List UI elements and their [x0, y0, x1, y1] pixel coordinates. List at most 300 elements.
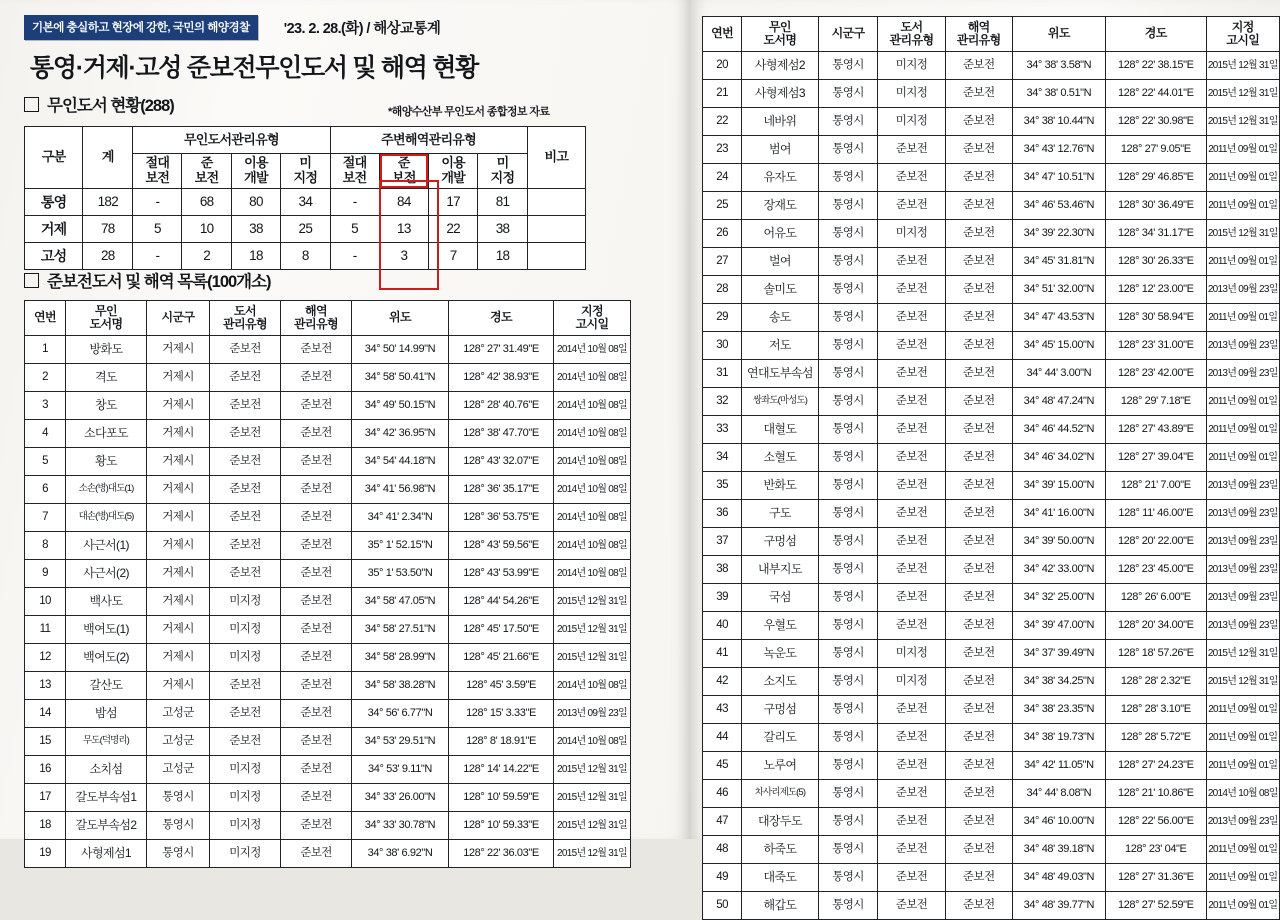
cell-sgg: 거제시 — [147, 532, 210, 560]
cell-island-name: 백여도(1) — [66, 616, 147, 644]
cell-sea-type: 준보전 — [945, 360, 1012, 388]
cell-longitude: 128° 10' 59.59"E — [449, 784, 554, 812]
cell-island-name: 구멍섬 — [742, 528, 819, 556]
cell-no: 32 — [703, 388, 742, 416]
cell-island-name: 저도 — [742, 332, 819, 360]
cell-sea-type: 준보전 — [945, 444, 1012, 472]
cell-sgg: 통영시 — [818, 416, 878, 444]
cell-longitude: 128° 27' 31.36"E — [1105, 864, 1206, 892]
th-island-none: 미 지정 — [281, 154, 330, 189]
table-row — [703, 696, 1280, 724]
checkbox-icon — [24, 97, 39, 112]
cell-island-type: 준보전 — [210, 672, 281, 700]
cell-sea-type: 준보전 — [281, 784, 352, 812]
section1-source-note: *해양수산부 무인도서 종합정보 자료 — [388, 106, 550, 118]
cell-latitude: 35° 1' 52.15"N — [352, 532, 449, 560]
cell-designation-date: 2015년 12월 31일 — [1206, 668, 1279, 696]
table-row — [703, 612, 1280, 640]
cell-island-dev: 80 — [231, 189, 280, 216]
cell-latitude: 34° 50' 14.99"N — [352, 336, 449, 364]
th-latitude: 위도 — [352, 301, 449, 336]
cell-island-type: 준보전 — [878, 248, 945, 276]
cell-designation-date: 2011년 09월 01일 — [1206, 388, 1279, 416]
table-row — [703, 892, 1280, 920]
cell-island-name: 사근서(2) — [66, 560, 147, 588]
cell-island-type: 준보전 — [878, 276, 945, 304]
cell-no: 23 — [703, 136, 742, 164]
cell-longitude: 128° 28' 40.76"E — [449, 392, 554, 420]
th-no: 연번 — [25, 301, 66, 336]
cell-sea-type: 준보전 — [945, 864, 1012, 892]
cell-designation-date: 2013년 09월 23일 — [1206, 612, 1279, 640]
cell-sgg: 거제시 — [147, 448, 210, 476]
table-row — [703, 388, 1280, 416]
th-sea-none: 미 지정 — [478, 154, 527, 189]
cell-island-type: 준보전 — [878, 164, 945, 192]
table-row — [703, 360, 1280, 388]
cell-longitude: 128° 22' 36.03"E — [449, 840, 554, 868]
cell-sgg: 통영시 — [818, 500, 878, 528]
cell-no: 28 — [703, 276, 742, 304]
cell-sea-type: 준보전 — [281, 672, 352, 700]
cell-island-dev: 18 — [231, 243, 280, 270]
cell-latitude: 34° 46' 10.00"N — [1012, 808, 1105, 836]
th-longitude: 경도 — [1105, 17, 1206, 52]
table-row — [703, 52, 1280, 80]
cell-longitude: 128° 42' 38.93"E — [449, 364, 554, 392]
cell-longitude: 128° 11' 46.00"E — [1105, 500, 1206, 528]
th-island-type: 도서 관리유형 — [210, 301, 281, 336]
cell-sea-type: 준보전 — [281, 560, 352, 588]
cell-island-name: 사형제섬3 — [742, 80, 819, 108]
date-stamp: '23. 2. 28.(화) / 해상교통계 — [283, 20, 441, 37]
cell-latitude: 35° 1' 53.50"N — [352, 560, 449, 588]
cell-designation-date: 2013년 09월 23일 — [1206, 500, 1279, 528]
cell-island-name: 해갑도 — [742, 892, 819, 920]
cell-island-name: 황도 — [66, 448, 147, 476]
cell-designation-date: 2015년 12월 31일 — [554, 644, 631, 672]
cell-no: 3 — [25, 392, 66, 420]
cell-latitude: 34° 44' 8.08"N — [1012, 780, 1105, 808]
document-header — [24, 14, 614, 40]
cell-island-type: 준보전 — [878, 136, 945, 164]
cell-latitude: 34° 53' 29.51"N — [352, 728, 449, 756]
table-row — [25, 392, 631, 420]
th-division: 구분 — [25, 127, 83, 189]
cell-island-type: 준보전 — [210, 336, 281, 364]
cell-sea-semi: 84 — [379, 189, 428, 216]
cell-longitude: 128° 27' 31.49"E — [449, 336, 554, 364]
cell-no: 45 — [703, 752, 742, 780]
cell-island-none: 8 — [281, 243, 330, 270]
cell-latitude: 34° 58' 38.28"N — [352, 672, 449, 700]
cell-island-name: 백사도 — [66, 588, 147, 616]
th-total: 계 — [83, 127, 133, 189]
table-row — [703, 752, 1280, 780]
cell-no: 36 — [703, 500, 742, 528]
cell-sea-type: 준보전 — [945, 584, 1012, 612]
cell-sgg: 통영시 — [818, 752, 878, 780]
cell-latitude: 34° 54' 44.18"N — [352, 448, 449, 476]
cell-sgg: 거제시 — [147, 420, 210, 448]
cell-sea-semi: 13 — [379, 216, 428, 243]
cell-island-type: 준보전 — [210, 448, 281, 476]
cell-island-type: 미지정 — [210, 588, 281, 616]
cell-latitude: 34° 48' 47.24"N — [1012, 388, 1105, 416]
row-label: 거제 — [25, 216, 83, 243]
cell-designation-date: 2011년 09월 01일 — [1206, 752, 1279, 780]
cell-no: 33 — [703, 416, 742, 444]
cell-island-type: 준보전 — [210, 700, 281, 728]
cell-island-type: 미지정 — [878, 80, 945, 108]
cell-no: 2 — [25, 364, 66, 392]
table-row — [703, 80, 1280, 108]
cell-island-type: 준보전 — [878, 416, 945, 444]
cell-island-name: 쌍좌도(마성도) — [742, 388, 819, 416]
cell-island-type: 준보전 — [210, 504, 281, 532]
table-row — [703, 780, 1280, 808]
th-island-type: 도서 관리유형 — [878, 17, 945, 52]
cell-island-type: 준보전 — [878, 304, 945, 332]
cell-longitude: 128° 22' 44.01"E — [1105, 80, 1206, 108]
cell-designation-date: 2011년 09월 01일 — [1206, 696, 1279, 724]
cell-island-type: 준보전 — [878, 528, 945, 556]
cell-sgg: 통영시 — [818, 360, 878, 388]
cell-sea-type: 준보전 — [281, 420, 352, 448]
cell-island-name: 녹운도 — [742, 640, 819, 668]
cell-latitude: 34° 58' 50.41"N — [352, 364, 449, 392]
cell-island-dev: 38 — [231, 216, 280, 243]
cell-island-type: 준보전 — [210, 476, 281, 504]
cell-latitude: 34° 42' 11.05"N — [1012, 752, 1105, 780]
cell-island-name: 갈도부속섬2 — [66, 812, 147, 840]
cell-island-type: 미지정 — [210, 840, 281, 868]
section-heading-list — [24, 268, 271, 292]
cell-no: 46 — [703, 780, 742, 808]
cell-sea-type: 준보전 — [281, 392, 352, 420]
cell-sea-absolute: 5 — [330, 216, 379, 243]
cell-designation-date: 2014년 10월 08일 — [554, 672, 631, 700]
th-sea-type: 해역 관리유형 — [945, 17, 1012, 52]
cell-longitude: 128° 34' 31.17"E — [1105, 220, 1206, 248]
th-no: 연번 — [703, 17, 742, 52]
cell-sea-none: 18 — [478, 243, 527, 270]
cell-longitude: 128° 14' 14.22"E — [449, 756, 554, 784]
cell-longitude: 128° 43' 32.07"E — [449, 448, 554, 476]
table-row — [703, 472, 1280, 500]
cell-latitude: 34° 32' 25.00"N — [1012, 584, 1105, 612]
cell-latitude: 34° 39' 50.00"N — [1012, 528, 1105, 556]
cell-latitude: 34° 41' 2.34"N — [352, 504, 449, 532]
table-row — [25, 336, 631, 364]
table-row — [703, 808, 1280, 836]
island-list-table-left — [24, 300, 631, 868]
cell-no: 31 — [703, 360, 742, 388]
table-row — [703, 304, 1280, 332]
table-row — [703, 164, 1280, 192]
cell-longitude: 128° 29' 46.85"E — [1105, 164, 1206, 192]
cell-sea-none: 81 — [478, 189, 527, 216]
cell-latitude: 34° 45' 31.81"N — [1012, 248, 1105, 276]
cell-island-type: 미지정 — [210, 644, 281, 672]
cell-sgg: 통영시 — [818, 668, 878, 696]
cell-latitude: 34° 42' 36.95"N — [352, 420, 449, 448]
cell-total: 78 — [83, 216, 133, 243]
cell-island-name: 사형제섬2 — [742, 52, 819, 80]
cell-designation-date: 2014년 10월 08일 — [554, 392, 631, 420]
cell-sgg: 통영시 — [818, 836, 878, 864]
cell-sea-type: 준보전 — [945, 276, 1012, 304]
cell-island-name: 어유도 — [742, 220, 819, 248]
cell-island-type: 준보전 — [878, 472, 945, 500]
row-label: 통영 — [25, 189, 83, 216]
table-row — [703, 248, 1280, 276]
table-row — [703, 864, 1280, 892]
cell-latitude: 34° 53' 9.11"N — [352, 756, 449, 784]
cell-island-name: 하죽도 — [742, 836, 819, 864]
cell-island-type: 준보전 — [878, 780, 945, 808]
cell-latitude: 34° 41' 16.00"N — [1012, 500, 1105, 528]
cell-island-name: 차사리제도(5) — [742, 780, 819, 808]
table-row — [25, 700, 631, 728]
cell-sea-type: 준보전 — [945, 220, 1012, 248]
cell-sea-type: 준보전 — [281, 364, 352, 392]
cell-sgg: 거제시 — [147, 644, 210, 672]
cell-designation-date: 2011년 09월 01일 — [1206, 892, 1279, 920]
cell-sea-absolute: - — [330, 243, 379, 270]
cell-sea-type: 준보전 — [281, 616, 352, 644]
cell-longitude: 128° 36' 35.17"E — [449, 476, 554, 504]
cell-island-type: 준보전 — [878, 388, 945, 416]
cell-island-name: 갈산도 — [66, 672, 147, 700]
cell-longitude: 128° 10' 59.33"E — [449, 812, 554, 840]
cell-island-type: 미지정 — [878, 668, 945, 696]
cell-island-type: 준보전 — [210, 420, 281, 448]
cell-sgg: 통영시 — [818, 724, 878, 752]
cell-sea-type: 준보전 — [945, 808, 1012, 836]
cell-no: 26 — [703, 220, 742, 248]
cell-designation-date: 2014년 10월 08일 — [554, 728, 631, 756]
cell-designation-date: 2015년 12월 31일 — [554, 784, 631, 812]
cell-no: 19 — [25, 840, 66, 868]
th-sgg: 시군구 — [147, 301, 210, 336]
cell-designation-date: 2015년 12월 31일 — [554, 812, 631, 840]
cell-longitude: 128° 23' 04"E — [1105, 836, 1206, 864]
cell-latitude: 34° 51' 32.00"N — [1012, 276, 1105, 304]
cell-sea-type: 준보전 — [945, 892, 1012, 920]
cell-longitude: 128° 38' 47.70"E — [449, 420, 554, 448]
cell-island-name: 창도 — [66, 392, 147, 420]
th-longitude: 경도 — [449, 301, 554, 336]
cell-sgg: 고성군 — [147, 756, 210, 784]
table-row — [703, 192, 1280, 220]
cell-designation-date: 2011년 09월 01일 — [1206, 864, 1279, 892]
cell-sea-type: 준보전 — [281, 700, 352, 728]
cell-island-name: 유자도 — [742, 164, 819, 192]
cell-sgg: 통영시 — [818, 528, 878, 556]
cell-sea-dev: 7 — [429, 243, 478, 270]
section2-label: 준보전도서 및 해역 목록(100개소) — [47, 273, 271, 291]
cell-designation-date: 2011년 09월 01일 — [1206, 836, 1279, 864]
cell-sea-type: 준보전 — [945, 192, 1012, 220]
page-title: 통영·거제·고성 준보전무인도서 및 해역 현황 — [30, 54, 478, 82]
cell-no: 14 — [25, 700, 66, 728]
cell-island-type: 준보전 — [878, 584, 945, 612]
th-island-name: 무인 도서명 — [742, 17, 819, 52]
cell-sgg: 고성군 — [147, 700, 210, 728]
cell-longitude: 128° 45' 17.50"E — [449, 616, 554, 644]
cell-designation-date: 2013년 09월 23일 — [1206, 276, 1279, 304]
cell-island-absolute: - — [133, 243, 182, 270]
cell-latitude: 34° 38' 3.58"N — [1012, 52, 1105, 80]
cell-longitude: 128° 23' 45.00"E — [1105, 556, 1206, 584]
table-row — [25, 560, 631, 588]
cell-no: 4 — [25, 420, 66, 448]
cell-island-type: 준보전 — [878, 192, 945, 220]
cell-latitude: 34° 42' 33.00"N — [1012, 556, 1105, 584]
cell-sgg: 거제시 — [147, 364, 210, 392]
cell-sgg: 통영시 — [818, 332, 878, 360]
cell-sea-type: 준보전 — [281, 588, 352, 616]
cell-longitude: 128° 28' 2.32"E — [1105, 668, 1206, 696]
cell-longitude: 128° 27' 9.05"E — [1105, 136, 1206, 164]
cell-island-name: 솔미도 — [742, 276, 819, 304]
cell-sgg: 통영시 — [818, 696, 878, 724]
cell-sea-type: 준보전 — [945, 556, 1012, 584]
cell-sgg: 통영시 — [818, 136, 878, 164]
cell-island-name: 우혈도 — [742, 612, 819, 640]
cell-longitude: 128° 36' 53.75"E — [449, 504, 554, 532]
cell-designation-date: 2014년 10월 08일 — [554, 364, 631, 392]
table-row — [703, 136, 1280, 164]
cell-sgg: 통영시 — [818, 472, 878, 500]
cell-latitude: 34° 37' 39.49"N — [1012, 640, 1105, 668]
cell-island-type: 준보전 — [878, 696, 945, 724]
cell-sgg: 통영시 — [818, 388, 878, 416]
table-row — [703, 724, 1280, 752]
cell-no: 25 — [703, 192, 742, 220]
cell-no: 22 — [703, 108, 742, 136]
cell-sgg: 통영시 — [147, 812, 210, 840]
cell-island-type: 준보전 — [878, 752, 945, 780]
table-row — [703, 528, 1280, 556]
cell-longitude: 128° 30' 58.94"E — [1105, 304, 1206, 332]
agency-slogan: 기본에 충실하고 현장에 강한, 국민의 해양경찰 — [24, 15, 258, 40]
table-row — [25, 840, 631, 868]
cell-no: 41 — [703, 640, 742, 668]
cell-island-type: 준보전 — [210, 560, 281, 588]
cell-sgg: 통영시 — [818, 444, 878, 472]
table-row — [703, 668, 1280, 696]
cell-longitude: 128° 20' 34.00"E — [1105, 612, 1206, 640]
table-row — [25, 504, 631, 532]
cell-no: 21 — [703, 80, 742, 108]
cell-sgg: 거제시 — [147, 392, 210, 420]
table-row — [703, 276, 1280, 304]
table-row — [703, 332, 1280, 360]
th-group-sea: 주변해역관리유형 — [330, 127, 527, 154]
table-row — [25, 448, 631, 476]
cell-designation-date: 2014년 10월 08일 — [554, 448, 631, 476]
cell-latitude: 34° 46' 53.46"N — [1012, 192, 1105, 220]
cell-remark — [527, 216, 585, 243]
table-row — [703, 108, 1280, 136]
cell-sea-type: 준보전 — [945, 164, 1012, 192]
cell-island-name: 방화도 — [66, 336, 147, 364]
cell-island-semi: 10 — [182, 216, 231, 243]
cell-island-type: 미지정 — [878, 108, 945, 136]
cell-no: 34 — [703, 444, 742, 472]
cell-designation-date: 2013년 09월 23일 — [1206, 808, 1279, 836]
cell-island-type: 미지정 — [878, 52, 945, 80]
cell-island-type: 준보전 — [878, 360, 945, 388]
cell-sgg: 통영시 — [818, 80, 878, 108]
summary-table — [24, 126, 586, 270]
cell-island-type: 미지정 — [210, 616, 281, 644]
cell-latitude: 34° 33' 30.78"N — [352, 812, 449, 840]
cell-latitude: 34° 46' 44.52"N — [1012, 416, 1105, 444]
table-row — [25, 216, 586, 243]
cell-longitude: 128° 20' 22.00"E — [1105, 528, 1206, 556]
cell-island-name: 범여 — [742, 136, 819, 164]
cell-no: 8 — [25, 532, 66, 560]
cell-island-name: 격도 — [66, 364, 147, 392]
cell-island-type: 준보전 — [878, 612, 945, 640]
cell-island-none: 34 — [281, 189, 330, 216]
table-row — [25, 189, 586, 216]
table-row — [25, 588, 631, 616]
cell-longitude: 128° 12' 23.00"E — [1105, 276, 1206, 304]
cell-latitude: 34° 39' 15.00"N — [1012, 472, 1105, 500]
cell-island-name: 네바위 — [742, 108, 819, 136]
cell-designation-date: 2015년 12월 31일 — [554, 840, 631, 868]
table-row — [703, 500, 1280, 528]
cell-longitude: 128° 27' 24.23"E — [1105, 752, 1206, 780]
cell-longitude: 128° 44' 54.26"E — [449, 588, 554, 616]
cell-longitude: 128° 28' 5.72"E — [1105, 724, 1206, 752]
cell-sea-type: 준보전 — [945, 752, 1012, 780]
cell-no: 49 — [703, 864, 742, 892]
cell-sgg: 거제시 — [147, 560, 210, 588]
cell-island-type: 준보전 — [878, 332, 945, 360]
table-row — [25, 784, 631, 812]
cell-sgg: 통영시 — [818, 276, 878, 304]
cell-island-name: 무도(덕명리) — [66, 728, 147, 756]
cell-latitude: 34° 44' 3.00"N — [1012, 360, 1105, 388]
cell-island-name: 대혈도 — [742, 416, 819, 444]
cell-no: 12 — [25, 644, 66, 672]
checkbox-icon — [24, 273, 39, 288]
cell-sea-type: 준보전 — [281, 728, 352, 756]
cell-designation-date: 2015년 12월 31일 — [554, 616, 631, 644]
cell-no: 15 — [25, 728, 66, 756]
th-latitude: 위도 — [1012, 17, 1105, 52]
cell-island-type: 준보전 — [878, 836, 945, 864]
cell-no: 27 — [703, 248, 742, 276]
cell-island-name: 소손(병)대도(1) — [66, 476, 147, 504]
cell-island-name: 내부지도 — [742, 556, 819, 584]
th-sea-dev: 이용 개발 — [429, 154, 478, 189]
cell-island-name: 사형제섬1 — [66, 840, 147, 868]
cell-sea-type: 준보전 — [945, 612, 1012, 640]
cell-no: 13 — [25, 672, 66, 700]
cell-designation-date: 2015년 12월 31일 — [1206, 220, 1279, 248]
cell-latitude: 34° 38' 6.92"N — [352, 840, 449, 868]
cell-longitude: 128° 8' 18.91"E — [449, 728, 554, 756]
cell-island-absolute: - — [133, 189, 182, 216]
cell-sea-type: 준보전 — [281, 840, 352, 868]
cell-island-semi: 2 — [182, 243, 231, 270]
